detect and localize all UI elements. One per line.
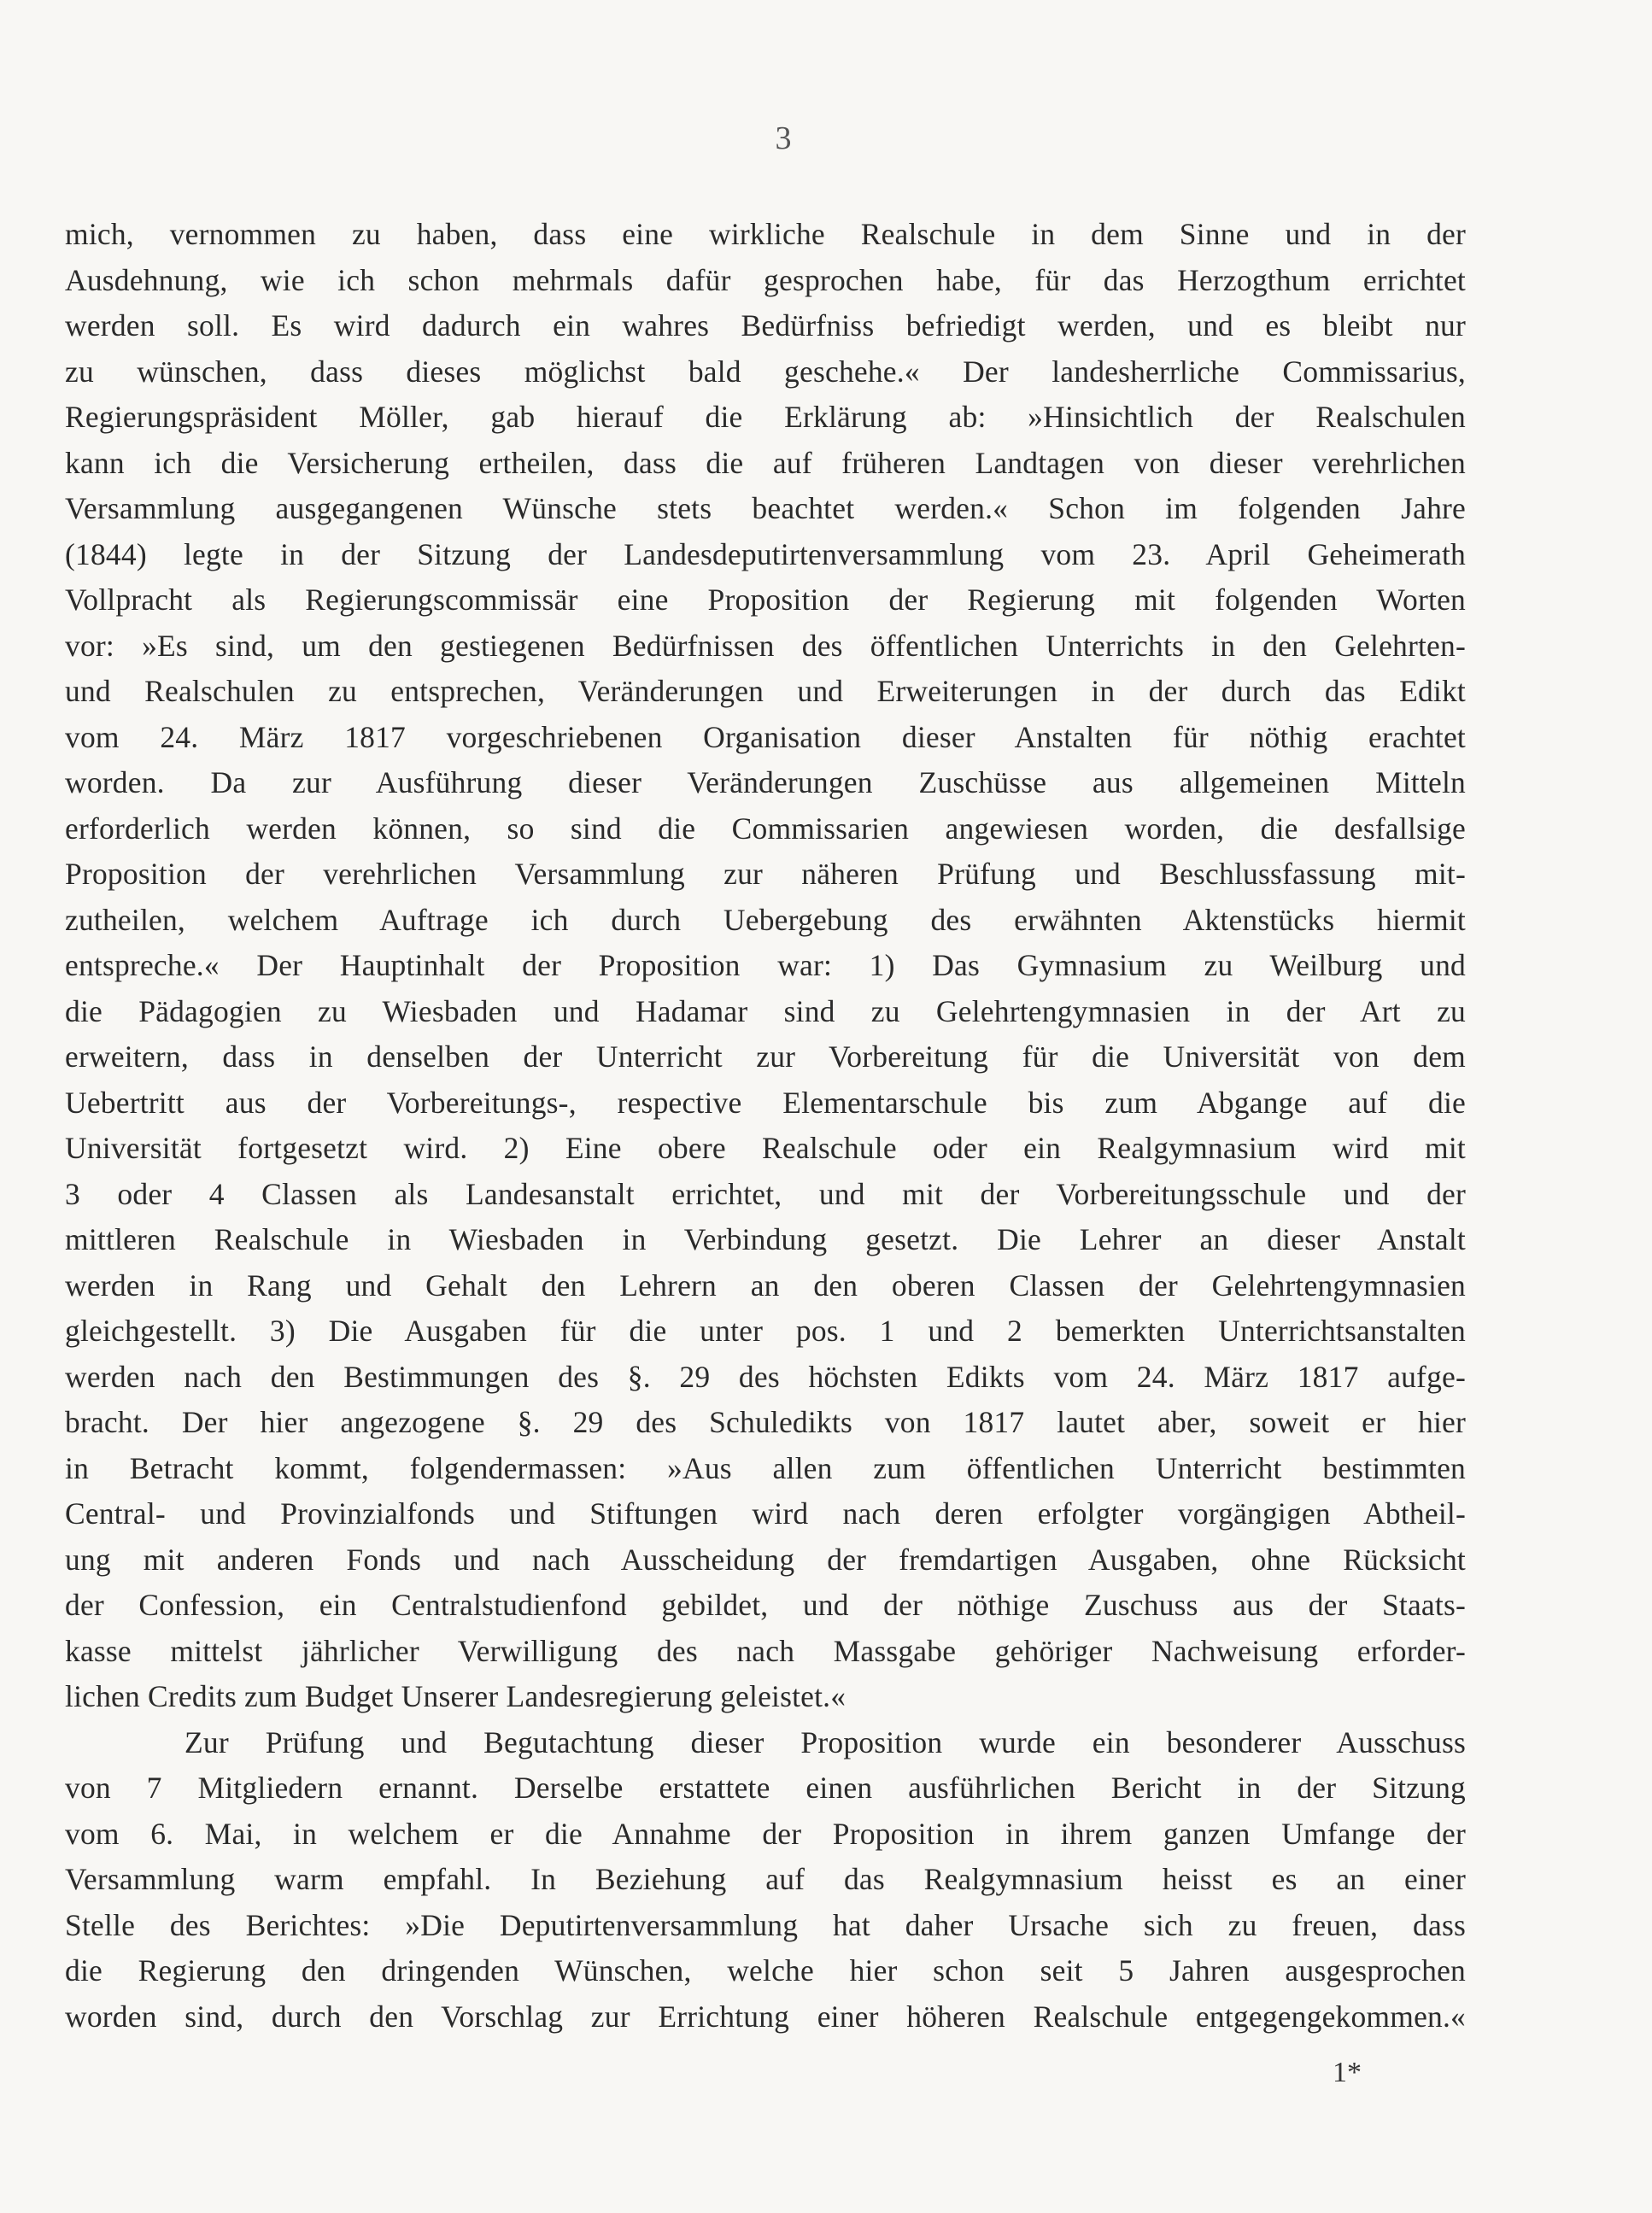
body-text xyxy=(65,212,1466,2040)
text-line: (1844) legte in der Sitzung der Landesdeputirtenversammlung vom 23. April Geheimerath xyxy=(65,536,1466,571)
page-number: 3 xyxy=(775,120,792,156)
text-line: Versammlung warm empfahl. In Beziehung auf das Realgymnasium heisst es an einer xyxy=(65,1862,1466,1896)
text-line: ung mit anderen Fonds und nach Ausscheidung der fremdartigen Ausgaben, ohne Rücksicht xyxy=(65,1542,1466,1577)
text-line: werden nach den Bestimmungen des §. 29 des höchsten Edikts vom 24. März 1817 aufge- xyxy=(65,1359,1466,1394)
text-line: vom 24. März 1817 vorgeschriebenen Organisation dieser Anstalten für nöthig erachtet xyxy=(65,719,1466,754)
text-line: mittleren Realschule in Wiesbaden in Verbindung gesetzt. Die Lehrer an dieser Anstalt xyxy=(65,1222,1466,1256)
text-line: kann ich die Versicherung ertheilen, dass die auf früheren Landtagen von dieser verehrlichen xyxy=(65,445,1466,480)
text-line: die Regierung den dringenden Wünschen, welche hier schon seit 5 Jahren ausgesprochen xyxy=(65,1953,1466,1988)
text-line: Regierungspräsident Möller, gab hierauf die Erklärung ab: »Hinsichtlich der Realschulen xyxy=(65,400,1466,434)
text-line: vom 6. Mai, in welchem er die Annahme der Proposition in ihrem ganzen Umfange der xyxy=(65,1816,1466,1851)
text-line: zutheilen, welchem Auftrage ich durch Uebergebung des erwähnten Aktenstücks hiermit xyxy=(65,902,1466,937)
text-line: gleichgestellt. 3) Die Ausgaben für die unter pos. 1 und 2 bemerkten Unterrichtsanstalten xyxy=(65,1314,1466,1348)
text-line: der Confession, ein Centralstudienfond gebildet, und der nöthige Zuschuss aus der Staats- xyxy=(65,1588,1466,1622)
text-line: Universität fortgesetzt wird. 2) Eine obere Realschule oder ein Realgymnasium wird mit xyxy=(65,1131,1466,1165)
text-line: zu wünschen, dass dieses möglichst bald geschehe.« Der landesherrliche Commissarius, xyxy=(65,354,1466,389)
text-line: 3 oder 4 Classen als Landesanstalt errichtet, und mit der Vorbereitungsschule und der xyxy=(65,1176,1466,1211)
signature-mark: 1* xyxy=(1333,2057,1362,2088)
text-line: die Pädagogien zu Wiesbaden und Hadamar sind zu Gelehrtengymnasien in der Art zu xyxy=(65,993,1466,1028)
text-line: mich, vernommen zu haben, dass eine wirkliche Realschule in dem Sinne und in der xyxy=(65,217,1466,251)
text-line: werden soll. Es wird dadurch ein wahres Bedürfniss befriedigt werden, und es bleibt nur xyxy=(65,308,1466,342)
text-line: lichen Credits zum Budget Unserer Landesregierung geleistet.« xyxy=(65,1679,847,1713)
text-line: bracht. Der hier angezogene §. 29 des Schuledikts von 1817 lautet aber, soweit er hier xyxy=(65,1405,1466,1439)
text-line: von 7 Mitgliedern ernannt. Derselbe erstattete einen ausführlichen Bericht in der Sitzung xyxy=(65,1771,1466,1805)
text-line: Stelle des Berichtes: »Die Deputirtenversammlung hat daher Ursache sich zu freuen, dass xyxy=(65,1907,1466,1942)
text-line: in Betracht kommt, folgendermassen: »Aus allen zum öffentlichen Unterricht bestimmten xyxy=(65,1450,1466,1485)
text-line: entspreche.« Der Hauptinhalt der Proposition war: 1) Das Gymnasium zu Weilburg und xyxy=(65,948,1466,982)
text-line: werden in Rang und Gehalt den Lehrern an den oberen Classen der Gelehrtengymnasien xyxy=(65,1267,1466,1303)
text-line: Central- und Provinzialfonds und Stiftungen wird nach deren erfolgter vorgängigen Abtheil- xyxy=(65,1496,1466,1531)
text-line: Uebertritt aus der Vorbereitungs-, respective Elementarschule bis zum Abgange auf die xyxy=(65,1085,1466,1120)
text-line: vor: »Es sind, um den gestiegenen Bedürfnissen des öffentlichen Unterrichts in den Gelehrten- xyxy=(65,628,1466,663)
text-line: Ausdehnung, wie ich schon mehrmals dafür gesprochen habe, für das Herzogthum errichtet xyxy=(65,262,1466,297)
text-line: worden. Da zur Ausführung dieser Veränderungen Zuschüsse aus allgemeinen Mitteln xyxy=(65,765,1466,799)
text-line: Versammlung ausgegangenen Wünsche stets beachtet werden.« Schon im folgenden Jahre xyxy=(65,491,1466,525)
text-line: Vollpracht als Regierungscommissär eine Proposition der Regierung mit folgenden Worten xyxy=(65,583,1466,617)
text-line: erforderlich werden können, so sind die Commissarien angewiesen worden, die desfallsige xyxy=(65,811,1466,846)
text-line: und Realschulen zu entsprechen, Veränderungen und Erweiterungen in der durch das Edikt xyxy=(65,674,1466,708)
text-line: kasse mittelst jährlicher Verwilligung des nach Massgabe gehöriger Nachweisung erforder- xyxy=(65,1633,1466,1668)
text-line: worden sind, durch den Vorschlag zur Errichtung einer höheren Realschule entgegengekommen.« xyxy=(65,1999,1466,2034)
text-line: Proposition der verehrlichen Versammlung zur näheren Prüfung und Beschlussfassung mit- xyxy=(65,857,1466,891)
paragraph-first-line: Zur Prüfung und Begutachtung dieser Proposition wurde ein besonderer Ausschuss xyxy=(185,1724,1466,1759)
text-line: erweitern, dass in denselben der Unterricht zur Vorbereitung für die Universität von dem xyxy=(65,1039,1466,1074)
